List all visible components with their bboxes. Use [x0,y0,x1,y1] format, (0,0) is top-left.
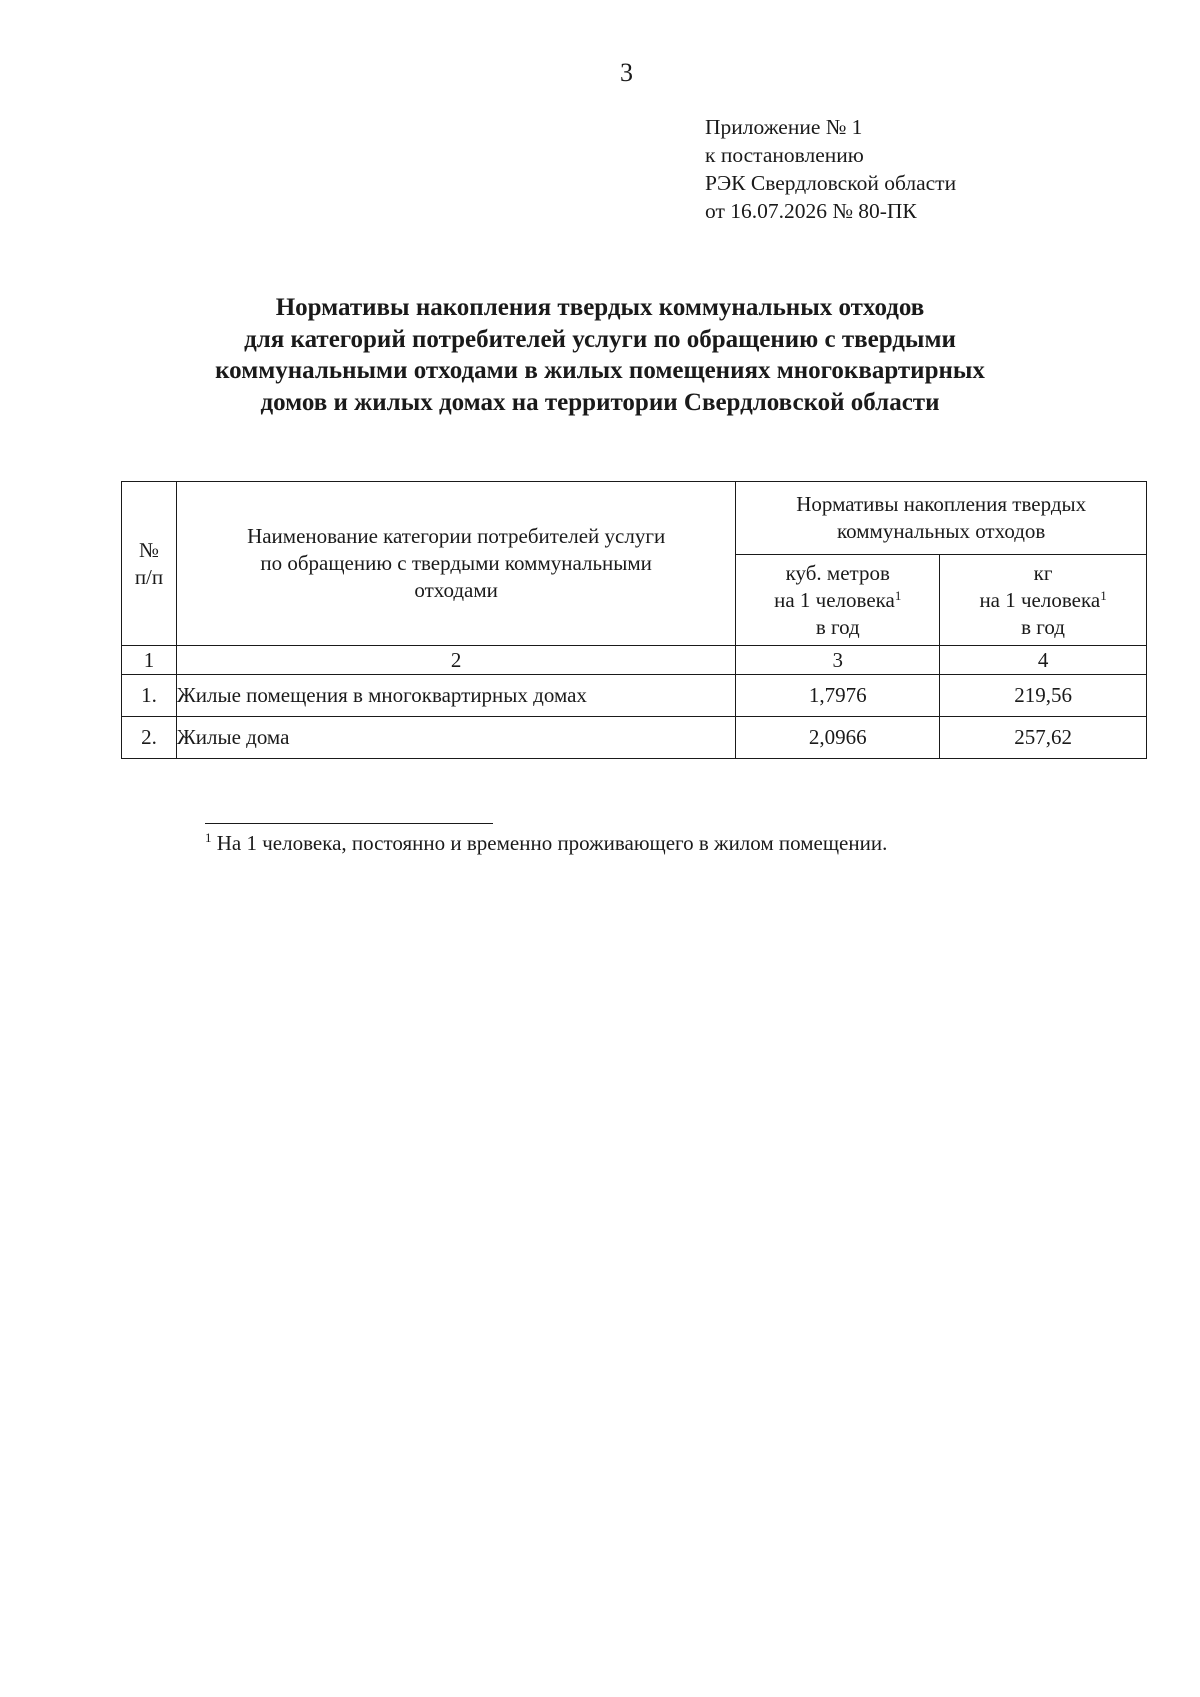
appendix-line: к постановлению [705,143,864,167]
header-cub-line: в год [815,614,860,639]
table-header-row [122,482,1147,555]
page-number: 3 [620,58,633,87]
header-number [122,482,177,646]
header-cubic-meters [736,555,940,646]
appendix-line: от 16.07.2026 № 80-ПК [705,199,917,223]
header-number-line: № [138,537,159,562]
title-line: коммунальными отходами в жилых помещениях многоквартирных [215,357,985,384]
footnote-ref: 1 [894,587,902,603]
header-group-line: Нормативы накопления твердых [796,492,1087,516]
header-group-line: коммунальных отходов [837,519,1046,543]
header-cub-text: на 1 человека [774,587,895,612]
header-name-line: отходами [414,578,498,602]
column-index: 3 [736,646,940,675]
column-index-row [122,646,1147,675]
footnote [205,829,887,857]
header-name-line: Наименование категории потребителей услуги [247,524,666,548]
document-title [150,292,1050,418]
title-line: домов и жилых домах на территории Свердловской области [260,388,940,416]
header-kg-line: кг [1033,560,1053,585]
row-category: Жилые дома [176,717,735,759]
title-line: Нормативы накопления твердых коммунальных отходов [275,294,925,321]
footnote-mark: 1 [205,830,212,845]
appendix-block [705,113,956,225]
norms-table [121,481,1147,759]
row-kg-value: 257,62 [940,717,1147,759]
footnote-separator [205,823,493,824]
row-category: Жилые помещения в многоквартирных домах [176,675,735,717]
column-index: 2 [176,646,735,675]
header-kg-text: на 1 человека [979,587,1101,612]
header-norms-group [736,482,1147,555]
header-kilograms [940,555,1147,646]
appendix-line: РЭК Свердловской области [705,171,957,195]
footnote-text: На 1 человека, постоянно и временно проживающего в жилом помещении. [211,831,888,855]
row-cubic-value: 2,0966 [736,717,940,759]
table-row [122,675,1147,717]
header-cub-line [736,587,939,614]
row-kg-value: 219,56 [940,675,1147,717]
row-number: 1. [122,675,177,717]
header-kg-line: в год [1021,614,1065,639]
footnote-ref: 1 [1100,587,1107,603]
header-cub-line: куб. метров [785,560,890,585]
table-row [122,717,1147,759]
column-index: 4 [940,646,1147,675]
header-category-name [176,482,735,646]
title-line: для категорий потребителей услуги по обращению с твердыми [244,325,956,353]
header-name-line: по обращению с твердыми коммунальными [260,551,652,575]
appendix-line: Приложение № 1 [705,115,863,139]
header-kg-line [940,587,1146,614]
row-cubic-value: 1,7976 [736,675,940,717]
row-number: 2. [122,717,177,759]
header-number-line: п/п [134,564,164,589]
column-index: 1 [122,646,177,675]
